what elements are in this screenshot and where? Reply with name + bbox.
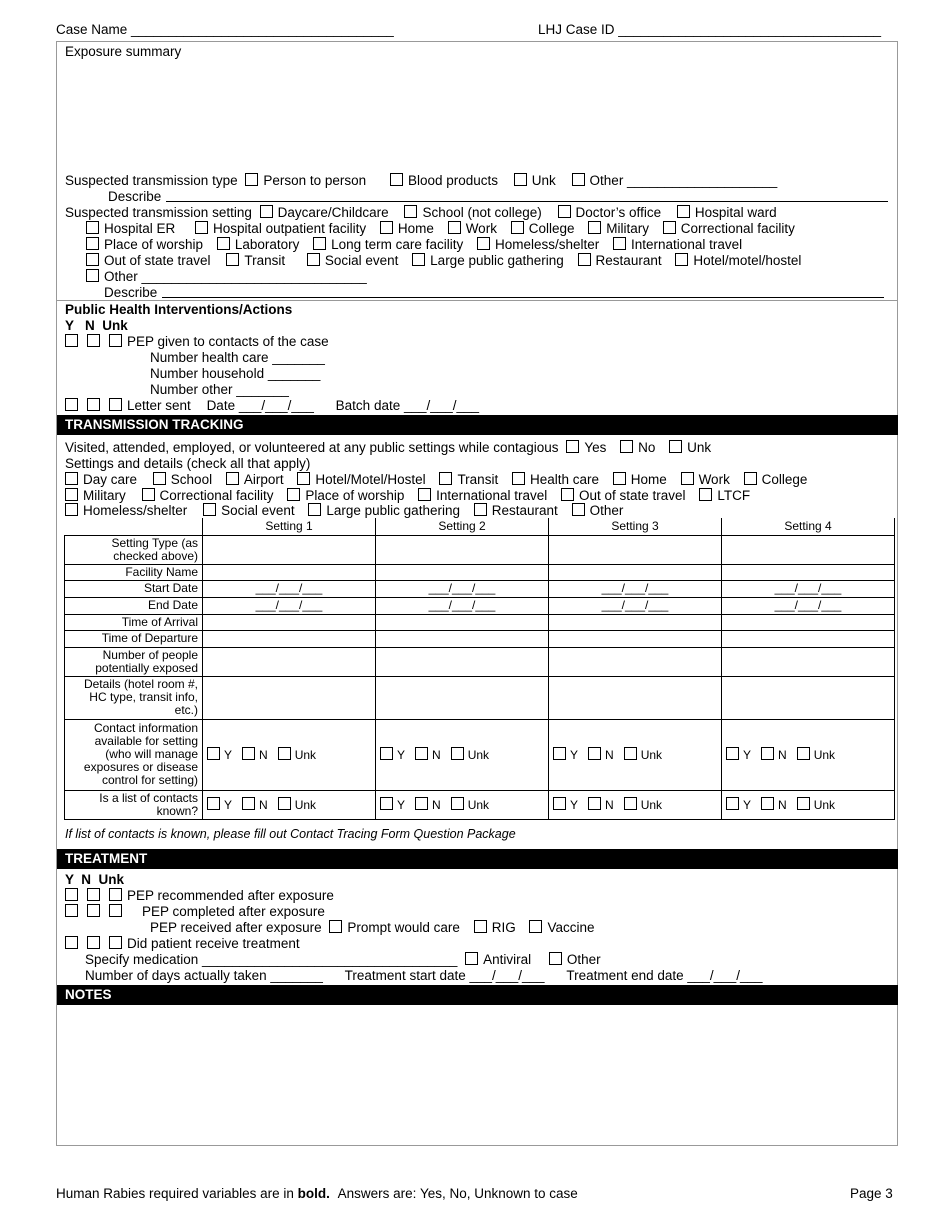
checkbox[interactable] <box>549 952 562 965</box>
row-label-num-people: Number of people potentially exposed <box>65 647 203 676</box>
option-label: Health care <box>529 472 600 487</box>
footer-note <box>56 1186 578 1202</box>
row-label-facility-name: Facility Name <box>65 564 203 580</box>
option-label: Airport <box>243 472 284 487</box>
section-divider <box>57 300 897 301</box>
contact-list-cell <box>722 790 895 819</box>
checkbox[interactable] <box>307 253 320 266</box>
option-other: Other ______________________________ <box>104 269 367 284</box>
checkbox[interactable] <box>514 173 527 186</box>
checkbox-n[interactable] <box>761 797 774 810</box>
table-row <box>65 535 895 564</box>
table-corner <box>65 518 203 535</box>
option-label: Unk <box>813 798 836 812</box>
contact-list-cell <box>203 790 376 819</box>
table-row <box>65 647 895 676</box>
option-label: Unk <box>467 748 490 762</box>
checkbox[interactable] <box>558 205 571 218</box>
setting-label: Suspected transmission setting <box>65 205 252 220</box>
checkbox[interactable] <box>578 253 591 266</box>
table-cell[interactable] <box>549 676 722 719</box>
checkbox[interactable] <box>511 221 524 234</box>
option-label: Unk <box>294 748 317 762</box>
option-label: Out of state travel <box>579 488 686 503</box>
row-label-start-date: Start Date <box>65 580 203 597</box>
option-label: Yes <box>584 440 607 455</box>
table-row <box>65 564 895 580</box>
table-cell[interactable] <box>549 630 722 647</box>
num-household[interactable]: Number household _______ <box>150 366 321 381</box>
end-date-cell[interactable]: ___/___/___ <box>203 597 376 614</box>
checkbox-y[interactable] <box>380 797 393 810</box>
start-date-cell[interactable]: ___/___/___ <box>203 580 376 597</box>
checkbox-y[interactable] <box>207 747 220 760</box>
checkbox-unk[interactable] <box>109 936 122 949</box>
option-label: Unk <box>294 798 317 812</box>
contact-info-cell <box>549 719 722 790</box>
table-cell[interactable] <box>549 535 722 564</box>
setting-other-row <box>86 269 367 285</box>
option-label: College <box>761 472 808 487</box>
table-cell[interactable] <box>203 535 376 564</box>
checkbox-unk[interactable] <box>109 334 122 347</box>
table-cell[interactable] <box>722 647 895 676</box>
footer-note-text: Human Rabies required variables are in <box>56 1186 294 1201</box>
option-label: Laboratory <box>234 237 300 252</box>
option-label: Place of worship <box>305 488 405 503</box>
checkbox-n[interactable] <box>761 747 774 760</box>
exposure-summary-label: Exposure summary <box>65 44 182 59</box>
table-header-setting-3: Setting 3 <box>549 518 722 535</box>
option-label: N <box>259 748 268 762</box>
checkbox-unk[interactable] <box>109 904 122 917</box>
option-label: College <box>528 221 575 236</box>
table-row <box>65 719 895 790</box>
checkbox[interactable] <box>744 472 757 485</box>
checkbox-y[interactable] <box>553 747 566 760</box>
checkbox-unk[interactable] <box>451 797 464 810</box>
checkbox[interactable] <box>297 472 310 485</box>
checkbox-y[interactable] <box>65 398 78 411</box>
option-label: Social event <box>221 503 295 518</box>
option-person-to-person: Person to person <box>263 173 367 188</box>
option-label: Hospital ward <box>694 205 777 220</box>
option-label: Y <box>570 798 579 812</box>
transmission-type-row <box>65 173 777 189</box>
checkbox-y[interactable] <box>553 797 566 810</box>
checkbox[interactable] <box>681 472 694 485</box>
checkbox-n[interactable] <box>588 797 601 810</box>
checkbox[interactable] <box>65 488 78 501</box>
pep-completed-row <box>65 904 325 920</box>
checkbox-y[interactable] <box>65 888 78 901</box>
did-receive-row <box>65 936 300 952</box>
setting-row-2 <box>86 221 795 237</box>
option-label: Day care <box>83 472 138 487</box>
option-label: School <box>170 472 213 487</box>
table-header-setting-4: Setting 4 <box>722 518 895 535</box>
table-header-setting-1: Setting 1 <box>203 518 376 535</box>
pep-received-label: PEP received after exposure <box>150 920 322 935</box>
contact-info-cell <box>722 719 895 790</box>
option-label: Homeless/shelter <box>83 503 188 518</box>
option-label: Transit <box>244 253 286 268</box>
row-label-setting-type: Setting Type (as checked above) <box>65 535 203 564</box>
settings-row-3 <box>65 503 623 519</box>
pep-given-row <box>65 334 329 350</box>
option-label: Place of worship <box>104 237 204 252</box>
option-label: International travel <box>436 488 548 503</box>
table-cell[interactable] <box>376 535 549 564</box>
table-cell[interactable] <box>376 647 549 676</box>
table-cell[interactable] <box>722 676 895 719</box>
checkbox-unk[interactable] <box>797 747 810 760</box>
notes-header: NOTES <box>57 985 898 1005</box>
option-label: Daycare/Childcare <box>277 205 389 220</box>
option-label: Hospital outpatient facility <box>213 221 367 236</box>
exposure-summary-area[interactable] <box>60 62 892 167</box>
option-label: Work <box>465 221 497 236</box>
row-label-details: Details (hotel room #, HC type, transit info, etc.) <box>65 676 203 719</box>
checkbox-n[interactable] <box>87 936 100 949</box>
option-label: N <box>778 748 787 762</box>
checkbox[interactable] <box>390 173 403 186</box>
treatment-header: TREATMENT <box>57 849 898 869</box>
checkbox[interactable] <box>203 503 216 516</box>
option-label: Military <box>83 488 126 503</box>
option-label: Hotel/motel/hostel <box>693 253 802 268</box>
checkbox-y[interactable] <box>380 747 393 760</box>
checkbox[interactable] <box>86 269 99 282</box>
checkbox[interactable] <box>418 488 431 501</box>
checkbox[interactable] <box>474 920 487 933</box>
checkbox-n[interactable] <box>87 904 100 917</box>
table-cell[interactable] <box>203 614 376 630</box>
option-label: Unk <box>640 748 663 762</box>
option-label: Doctor’s office <box>575 205 662 220</box>
footer-note-answers: Answers are: Yes, No, Unknown to case <box>337 1186 578 1201</box>
checkbox-unk[interactable] <box>624 797 637 810</box>
setting-row-4 <box>86 253 801 269</box>
checkbox[interactable] <box>572 173 585 186</box>
option-label: Prompt would care <box>347 920 460 935</box>
lhj-case-id-field[interactable]: LHJ Case ID ___________________________________ <box>538 22 882 37</box>
option-label: LTCF <box>717 488 751 503</box>
checkbox[interactable] <box>474 503 487 516</box>
letter-sent-label: Letter sent <box>127 398 191 413</box>
specify-med-field[interactable]: Specify medication __________________________________ <box>85 952 458 967</box>
checkbox-n[interactable] <box>87 888 100 901</box>
checkbox[interactable] <box>412 253 425 266</box>
checkbox[interactable] <box>313 237 326 250</box>
checkbox-n[interactable] <box>242 747 255 760</box>
checkbox-y[interactable] <box>65 936 78 949</box>
checkbox[interactable] <box>512 472 525 485</box>
checkbox-y[interactable] <box>65 334 78 347</box>
option-label: N <box>432 798 441 812</box>
option-label: Out of state travel <box>104 253 211 268</box>
describe2-label: Describe <box>104 285 158 300</box>
checkbox-no[interactable] <box>620 440 633 453</box>
checkbox[interactable] <box>613 237 626 250</box>
letter-sent-row <box>65 398 479 414</box>
notes-area[interactable] <box>60 1008 894 1142</box>
checkbox[interactable] <box>217 237 230 250</box>
checkbox-unk[interactable] <box>669 440 682 453</box>
checkbox-unk[interactable] <box>109 398 122 411</box>
checkbox[interactable] <box>675 253 688 266</box>
checkbox[interactable] <box>86 237 99 250</box>
settings-row-1 <box>65 472 807 488</box>
option-label: Home <box>397 221 434 236</box>
checkbox-n[interactable] <box>87 334 100 347</box>
option-label: N <box>432 748 441 762</box>
table-row <box>65 580 895 597</box>
end-date-cell[interactable]: ___/___/___ <box>722 597 895 614</box>
table-cell[interactable] <box>549 614 722 630</box>
checkbox[interactable] <box>329 920 342 933</box>
checkbox-y[interactable] <box>726 747 739 760</box>
checkbox[interactable] <box>226 253 239 266</box>
option-label: Unk <box>687 440 712 455</box>
option-label: Homeless/shelter <box>494 237 600 252</box>
num-health-care[interactable]: Number health care _______ <box>150 350 325 365</box>
checkbox-n[interactable] <box>415 747 428 760</box>
option-label: Y <box>570 748 579 762</box>
checkbox[interactable] <box>153 472 166 485</box>
checkbox[interactable] <box>245 173 258 186</box>
table-cell[interactable] <box>376 614 549 630</box>
checkbox[interactable] <box>65 472 78 485</box>
option-label: RIG <box>491 920 516 935</box>
num-days-field[interactable]: Number of days actually taken _______ <box>85 968 323 983</box>
describe-label: Describe <box>108 189 162 204</box>
option-label: Other <box>589 503 624 518</box>
option-label: Y <box>397 748 406 762</box>
end-date-cell[interactable]: ___/___/___ <box>549 597 722 614</box>
checkbox[interactable] <box>86 221 99 234</box>
row-label-contact-list: Is a list of contacts known? <box>65 790 203 819</box>
contact-list-cell <box>376 790 549 819</box>
option-label: Y <box>397 798 406 812</box>
option-unk: Unk <box>531 173 556 188</box>
table-cell[interactable] <box>722 614 895 630</box>
specify-med-row <box>85 952 601 968</box>
contact-info-cell <box>376 719 549 790</box>
option-label: Correctional facility <box>680 221 795 236</box>
num-other[interactable]: Number other _______ <box>150 382 289 397</box>
option-label: Y <box>224 798 233 812</box>
checkbox-unk[interactable] <box>278 747 291 760</box>
row-label-end-date: End Date <box>65 597 203 614</box>
table-cell[interactable] <box>549 647 722 676</box>
footer-note-bold: bold. <box>297 1186 330 1201</box>
pep-received-row <box>150 920 595 936</box>
option-label: Unk <box>467 798 490 812</box>
phi-title: Public Health Interventions/Actions <box>65 302 293 317</box>
transmission-type-label: Suspected transmission type <box>65 173 238 188</box>
table-cell[interactable] <box>376 564 549 580</box>
pep-recommended-label: PEP recommended after exposure <box>127 888 334 903</box>
checkbox-unk[interactable] <box>109 888 122 901</box>
checkbox-n[interactable] <box>242 797 255 810</box>
option-label: Unk <box>640 798 663 812</box>
checkbox[interactable] <box>572 503 585 516</box>
checkbox[interactable] <box>65 503 78 516</box>
checkbox[interactable] <box>677 205 690 218</box>
table-cell[interactable] <box>722 630 895 647</box>
option-label: Large public gathering <box>430 253 564 268</box>
treatment-dates-row <box>85 968 762 984</box>
table-row <box>65 676 895 719</box>
setting-row-1 <box>65 205 777 221</box>
checkbox[interactable] <box>260 205 273 218</box>
table-header-row <box>65 518 895 535</box>
row-label-time-arrival: Time of Arrival <box>65 614 203 630</box>
checkbox[interactable] <box>195 221 208 234</box>
checkbox[interactable] <box>699 488 712 501</box>
end-date-cell[interactable]: ___/___/___ <box>376 597 549 614</box>
start-date-cell[interactable]: ___/___/___ <box>376 580 549 597</box>
table-cell[interactable] <box>549 564 722 580</box>
checkbox[interactable] <box>588 221 601 234</box>
option-label: Restaurant <box>491 503 558 518</box>
option-label: School (not college) <box>422 205 542 220</box>
table-cell[interactable] <box>203 630 376 647</box>
checkbox[interactable] <box>404 205 417 218</box>
checkbox[interactable] <box>380 221 393 234</box>
settings-table <box>64 518 895 820</box>
table-cell[interactable] <box>203 647 376 676</box>
checkbox[interactable] <box>529 920 542 933</box>
checkbox-unk[interactable] <box>624 747 637 760</box>
page-number: Page 3 <box>850 1186 893 1201</box>
option-label: International travel <box>631 237 743 252</box>
table-cell[interactable] <box>376 676 549 719</box>
checkbox-unk[interactable] <box>451 747 464 760</box>
start-date-cell[interactable]: ___/___/___ <box>722 580 895 597</box>
option-blood-products: Blood products <box>407 173 498 188</box>
option-label: Long term care facility <box>331 237 464 252</box>
table-row <box>65 614 895 630</box>
checkbox[interactable] <box>439 472 452 485</box>
row-label-contact-info: Contact information available for setting (who will manage exposures or disease control for setting) <box>65 719 203 790</box>
contact-list-cell <box>549 790 722 819</box>
row-label-time-departure: Time of Departure <box>65 630 203 647</box>
option-label: Y <box>743 798 752 812</box>
option-other: Other ____________________ <box>589 173 778 188</box>
option-label: Home <box>630 472 667 487</box>
option-label: Y <box>743 748 752 762</box>
table-cell[interactable] <box>722 535 895 564</box>
table-cell[interactable] <box>722 564 895 580</box>
table-row <box>65 630 895 647</box>
option-label: Hospital ER <box>104 221 176 236</box>
table-row <box>65 790 895 819</box>
checkbox-yes[interactable] <box>566 440 579 453</box>
checkbox[interactable] <box>308 503 321 516</box>
table-cell[interactable] <box>376 630 549 647</box>
table-cell[interactable] <box>203 676 376 719</box>
option-label: N <box>605 748 614 762</box>
option-label: Hotel/Motel/Hostel <box>315 472 426 487</box>
option-label: Work <box>698 472 730 487</box>
checkbox[interactable] <box>613 472 626 485</box>
contact-note: If list of contacts is known, please fill out Contact Tracing Form Question Package <box>65 827 516 841</box>
transmission-tracking-header: TRANSMISSION TRACKING <box>57 415 898 435</box>
settings-row-2 <box>65 488 750 504</box>
pep-recommended-row <box>65 888 334 904</box>
letter-date-field[interactable]: Date ___/___/___ <box>206 398 314 413</box>
option-label: Unk <box>813 748 836 762</box>
case-name-field[interactable]: Case Name ___________________________________ <box>56 22 394 37</box>
checkbox[interactable] <box>477 237 490 250</box>
checkbox-n[interactable] <box>87 398 100 411</box>
option-label: Social event <box>324 253 399 268</box>
option-label: N <box>605 798 614 812</box>
checkbox-unk[interactable] <box>797 797 810 810</box>
table-row <box>65 597 895 614</box>
phi-ynu-header: Y N Unk <box>65 318 128 333</box>
treatment-end-date[interactable]: Treatment end date ___/___/___ <box>566 968 763 983</box>
option-label: N <box>259 798 268 812</box>
checkbox-y[interactable] <box>207 797 220 810</box>
visited-question-row <box>65 440 711 456</box>
visited-question: Visited, attended, employed, or volunteered at any public settings while contagious <box>65 440 559 455</box>
checkbox[interactable] <box>86 253 99 266</box>
pep-completed-label: PEP completed after exposure <box>142 904 325 919</box>
option-label: Vaccine <box>547 920 595 935</box>
settings-label: Settings and details (check all that apply) <box>65 456 311 471</box>
checkbox[interactable] <box>663 221 676 234</box>
checkbox-unk[interactable] <box>278 797 291 810</box>
treatment-start-date[interactable]: Treatment start date ___/___/___ <box>344 968 545 983</box>
checkbox[interactable] <box>226 472 239 485</box>
checkbox-n[interactable] <box>415 797 428 810</box>
option-label: Y <box>224 748 233 762</box>
treatment-ynu-header: Y N Unk <box>65 872 125 887</box>
checkbox[interactable] <box>465 952 478 965</box>
checkbox[interactable] <box>448 221 461 234</box>
option-label: N <box>778 798 787 812</box>
option-label: Restaurant <box>595 253 662 268</box>
checkbox[interactable] <box>287 488 300 501</box>
checkbox-y[interactable] <box>65 904 78 917</box>
setting-row-3 <box>86 237 742 253</box>
option-label: Military <box>606 221 650 236</box>
checkbox[interactable] <box>142 488 155 501</box>
option-label: No <box>638 440 656 455</box>
option-label: Other <box>566 952 601 967</box>
contact-info-cell <box>203 719 376 790</box>
start-date-cell[interactable]: ___/___/___ <box>549 580 722 597</box>
option-label: Large public gathering <box>326 503 460 518</box>
checkbox-n[interactable] <box>588 747 601 760</box>
pep-given-label: PEP given to contacts of the case <box>127 334 329 349</box>
option-label: Antiviral <box>483 952 532 967</box>
describe2-line[interactable] <box>162 297 884 298</box>
option-label: Correctional facility <box>159 488 274 503</box>
option-label: Transit <box>457 472 499 487</box>
did-receive-label: Did patient receive treatment <box>127 936 300 951</box>
table-header-setting-2: Setting 2 <box>376 518 549 535</box>
describe-line[interactable] <box>166 201 888 202</box>
table-cell[interactable] <box>203 564 376 580</box>
batch-date-field[interactable]: Batch date ___/___/___ <box>335 398 480 413</box>
checkbox[interactable] <box>561 488 574 501</box>
checkbox-y[interactable] <box>726 797 739 810</box>
